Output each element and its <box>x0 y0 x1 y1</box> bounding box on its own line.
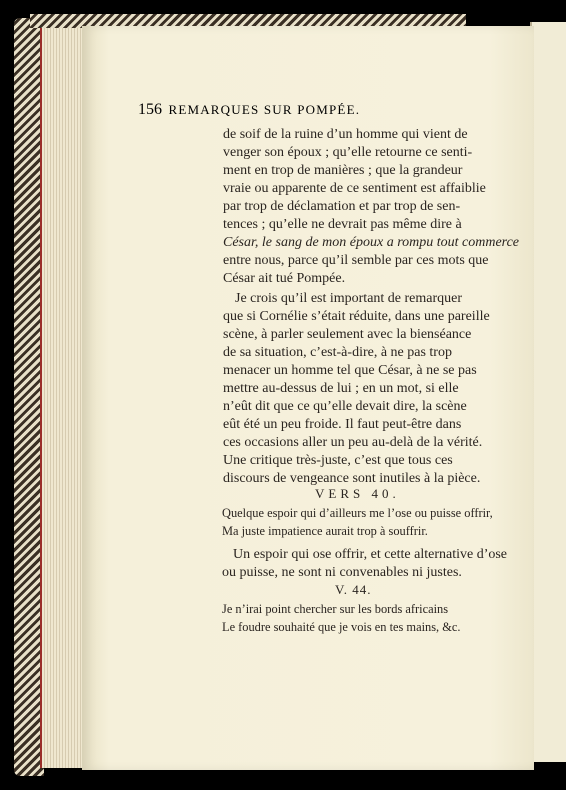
text-line: que si Cornélie s’était réduite, dans une pareille <box>223 309 490 324</box>
text-line: de sa situation, c’est-à-dire, à ne pas trop <box>223 345 452 360</box>
text-line: César, le sang de mon époux a rompu tout commerce <box>223 235 520 250</box>
text-line: n’eût dit que ce qu’elle devait dire, la scène <box>223 399 467 414</box>
text-line: César ait tué Pompée. <box>223 271 346 286</box>
quote-line: Je n’irai point chercher sur les bords africains <box>222 602 449 616</box>
text-line: entre nous, parce qu’il semble par ces mots que <box>223 253 489 268</box>
quote-line: Ma juste impatience aurait trop à souffrir. <box>222 524 428 538</box>
page-number: 156 <box>138 101 162 118</box>
running-header <box>138 101 360 119</box>
section-heading-v-44: V. 44. <box>335 582 372 597</box>
text-line: menacer un homme tel que César, à ne se pas <box>223 363 477 378</box>
text-line: mettre au-dessus de lui ; en un mot, si elle <box>223 381 459 396</box>
text-line: vraie ou apparente de ce sentiment est affaiblie <box>223 181 486 196</box>
text-line: discours de vengeance sont inutiles à la pièce. <box>223 471 481 486</box>
page-edges <box>40 28 86 768</box>
facing-page <box>530 22 566 762</box>
text-line: ment en trop de manières ; que la grandeur <box>223 163 463 178</box>
section-heading-vers-40: VERS 40. <box>315 486 400 501</box>
text-line: scène, à parler seulement avec la bienséance <box>223 327 472 342</box>
text-line: Un espoir qui ose offrir, et cette alternative d’ose <box>233 547 508 562</box>
text-line: par trop de déclamation et par trop de sen- <box>223 199 461 214</box>
text-line: tences ; qu’elle ne devrait pas même dire à <box>223 217 462 232</box>
text-line: ces occasions aller un peu au-delà de la vérité. <box>223 435 483 450</box>
text-line: Je crois qu’il est important de remarquer <box>235 291 463 306</box>
running-title: REMARQUES SUR POMPÉE. <box>168 102 361 117</box>
text-line: venger son époux ; qu’elle retourne ce senti- <box>223 145 473 160</box>
text-line: de soif de la ruine d’un homme qui vient de <box>223 127 468 142</box>
text-line: eût été un peu froide. Il faut peut-être dans <box>223 417 462 432</box>
text-line: Une critique très-juste, c’est que tous ces <box>223 453 453 468</box>
quote-line: Quelque espoir qui d’ailleurs me l’ose ou puisse offrir, <box>222 506 493 520</box>
quote-line: Le foudre souhaité que je vois en tes mains, &c. <box>222 620 461 634</box>
text-line: ou puisse, ne sont ni convenables ni justes. <box>222 565 462 580</box>
